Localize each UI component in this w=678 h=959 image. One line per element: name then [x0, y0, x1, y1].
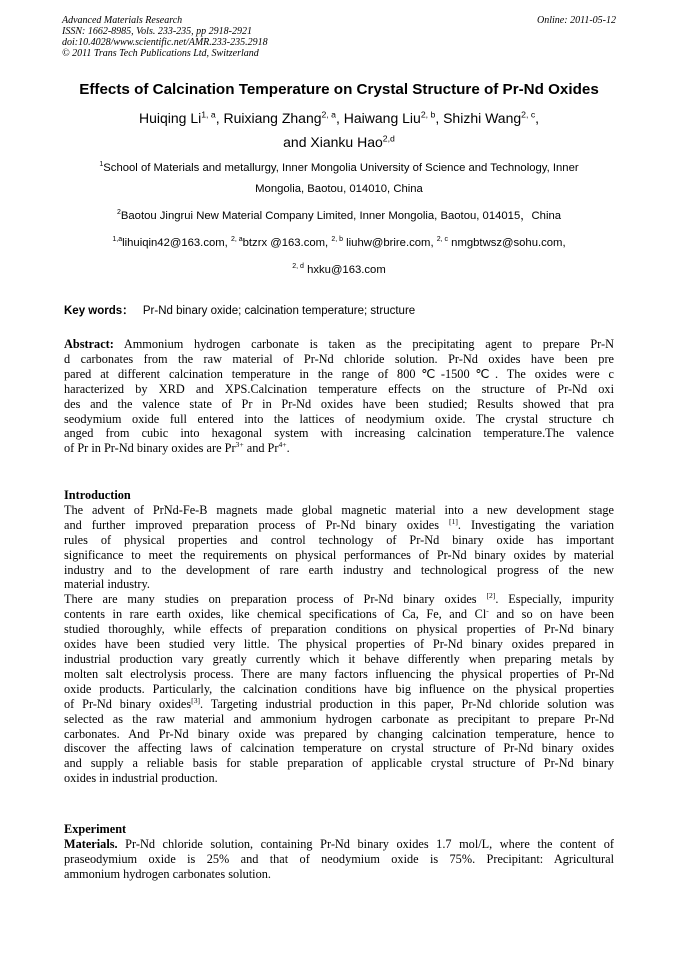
citation-ref: [1] [449, 516, 458, 526]
email-link[interactable]: btzrx @163.com, [242, 237, 332, 249]
section-heading-introduction: Introduction [64, 488, 131, 502]
keywords [64, 302, 624, 318]
citation-ref: [2] [486, 591, 496, 601]
author-name: Huiqing Li [138, 110, 202, 126]
author-list [40, 106, 638, 154]
keywords-text: Pr-Nd binary oxide; calcination temperature; structure [142, 305, 416, 317]
abstract-label: Abstract: [64, 337, 114, 351]
author-name: Shizhi Wang [443, 110, 522, 126]
online-date: Online: 2011-05-12 [537, 15, 616, 26]
affiliation-2: $^2$Baotou Jingrui New Material Company Limited, Inner Mongolia, Baotou, 014015，China [116, 209, 562, 222]
author-affil-mark: 2, a [321, 109, 336, 120]
email-link[interactable]: lihuiqin42@163.com, [122, 237, 231, 249]
section-heading-experiment: Experiment [64, 822, 127, 836]
author-affil-mark: 2, b [420, 109, 436, 120]
author-name: Ruixiang Zhang [223, 110, 322, 126]
journal-name: Advanced Materials Research [62, 15, 183, 26]
journal-header [62, 15, 616, 59]
affiliation-1: $^1$School of Materials and metallurgy, Inner Mongolia University of Science and Technology, Inner Mongolia, Baotou, 014010, China [99, 161, 579, 195]
email-link[interactable]: hxku@163.com [303, 264, 386, 276]
citation-ref: [3] [191, 695, 201, 705]
email-link[interactable]: nmgbtwsz@sohu.com, [448, 237, 566, 249]
author-affil-mark: 1, a [201, 109, 216, 120]
copyright-line: © 2011 Trans Tech Publications Ltd, Switzerland [62, 48, 259, 59]
issn-line: ISSN: 1662-8985, Vols. 233-235, pp 2918-2921 [62, 26, 252, 37]
author-affil-mark: 2,d [382, 133, 395, 144]
keywords-label: Key words： [64, 305, 134, 317]
doi-line: doi:10.4028/www.scientific.net/AMR.233-235.2918 [62, 37, 268, 48]
email-link[interactable]: liuhw@brire.com, [343, 237, 437, 249]
author-emails: $^{1,a}$lihuiqin42@163.com, $^{2, a}$btzrx @163.com, $^{2, b}$ liuhw@brire.com, $^{2, c}$ nmgbtwsz@sohu.com, $^{2, d}$ hxku@163.com [112, 236, 566, 276]
author-affil-mark: 2, c [521, 109, 536, 120]
paper-title: Effects of Calcination Temperature on Crystal Structure of Pr-Nd Oxides [79, 81, 599, 98]
author-line-1: Huiqing Li$^{1, a}$, Ruixiang Zhang$^{2, a}$, Haiwang Liu$^{2, b}$, Shizhi Wang$^{2, c}$, [138, 109, 540, 126]
abstract: Abstract: Ammonium hydrogen carbonate is taken as the precipitating agent to prepare Pr-N d carbonates from the raw material of Pr-Nd chloride solution. Pr-Nd oxides have been pre pared at different calcination temperature in the range of 800℃-1500℃. The oxides were c haracterized by XRD and XPS.Calcination temperature effects on the structure of Pr-Nd oxi des and the valence state of Pr in Pr-Nd oxides have been studied; Results showed that pra seodymium oxide full entered into the lattices of neodymium oxide. The crystal structure ch anged from cubic into hexagonal system with increasing calcination temperature.The valence of Pr in Pr-Nd binary oxides are $Pr^{3+}$ and $Pr^{4+}$. [64, 337, 614, 456]
author-line-2 [40, 130, 638, 154]
author-name: Haiwang Liu [343, 110, 421, 126]
experiment-section: Experiment Materials. Pr-Nd chloride solution, containing Pr-Nd binary oxides 1.7 mol/L, where the content of praseodymium oxide is 25% and that of neodymium oxide is 75%. Precipitant: Agricultural ammonium hydrogen carbonates solution. [64, 822, 614, 881]
author-name: and Xianku Hao [283, 134, 383, 150]
introduction-section: Introduction The advent of PrNd-Fe-B magnets made global magnetic material into a new development stage and further improved preparation process of Pr-Nd binary oxides [1]. Investigating the variation rules of physical properties and control technology of Pr-Nd binary oxide has important significance to meet the requirements on physical performances of Pr-Nd binary oxides by material industry and to the development of rare earth industry and technological progress of the new material industry. There are many studies on preparation process of Pr-Nd binary oxides [2]. Especially, impurity contents in rare earth oxides, like chemical specifications of Ca, Fe, and Cl- and so on have been studied thoroughly, while effects of preparation conditions on physical properties of Pr-Nd binary oxides have been studied very little. The physical properties of Pr-Nd binary oxides prepared in industrial production vary greatly currently which it behave differently when preparing metals by molten salt electrolysis process. There are many factors influencing the physical properties of Pr-Nd oxide products. Particularly, the calcination conditions have big influence on the physical properties of Pr-Nd binary oxides[3]. Targeting industrial production in this paper, Pr-Nd chloride solution was selected as the raw material and ammonium hydrogen carbonate as precipitant to prepare Pr-Nd carbonates. And Pr-Nd binary oxide was prepared by changing calcination temperature, hence to discover the affecting laws of calcination temperature on crystal structure of Pr-Nd binary oxides and supply a reliable basis for stable preparation of applicable crystal structure of Pr-Nd binary oxides in industrial production. [64, 488, 615, 786]
materials-label: Materials. [64, 836, 118, 851]
